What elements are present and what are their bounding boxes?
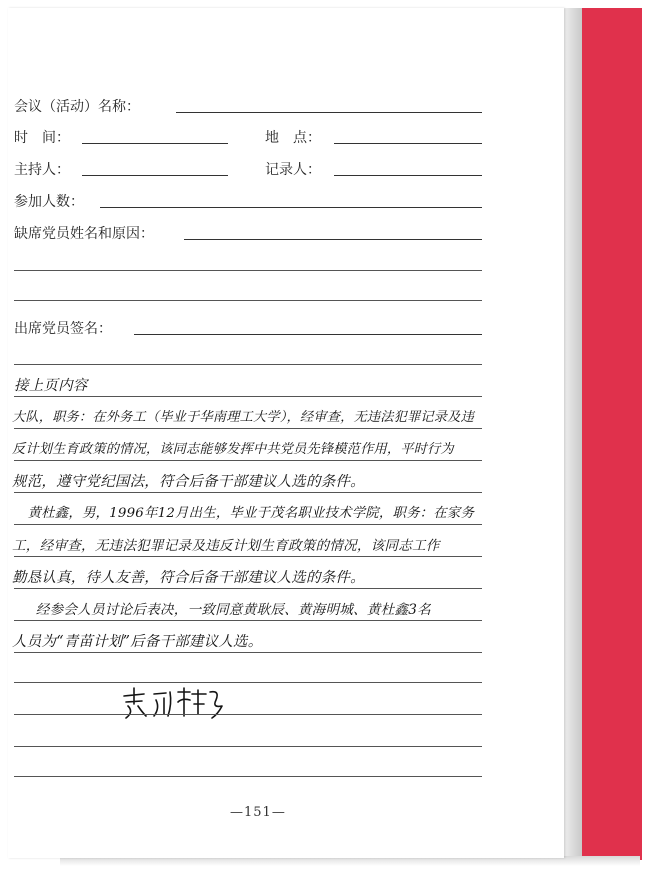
ruled-line xyxy=(14,460,482,461)
place-label: 地 点： xyxy=(265,130,321,146)
meeting-name-label: 会议（活动）名称： xyxy=(14,99,140,115)
ruled-line xyxy=(14,620,482,621)
recorder-label: 记录人： xyxy=(265,162,321,178)
ruled-line xyxy=(14,682,482,683)
host-label: 主持人： xyxy=(14,162,70,178)
minutes-line: 工，经审查，无违法犯罪记录及违反计划生育政策的情况，该同志工作 xyxy=(12,538,440,554)
page-stack-edge xyxy=(562,8,582,860)
minutes-line: 人员为“青苗计划”后备干部建议人选。 xyxy=(12,634,263,650)
minutes-line: 勤恳认真，待人友善，符合后备干部建议人选的条件。 xyxy=(12,570,365,586)
ruled-line xyxy=(14,746,482,747)
handwritten-signature xyxy=(120,682,230,722)
present-members-sign-line xyxy=(134,334,482,335)
ruled-line xyxy=(14,492,482,493)
ruled-line xyxy=(14,300,482,301)
book-cover-edge xyxy=(578,8,642,860)
meeting-name-line xyxy=(176,112,482,113)
ruled-line xyxy=(14,714,482,715)
present-members-sign-label: 出席党员签名： xyxy=(14,321,112,337)
minutes-line: 大队，职务：在外务工（毕业于华南理工大学），经审查，无违法犯罪记录及违 xyxy=(12,410,474,425)
ruled-line xyxy=(14,524,482,525)
ruled-line xyxy=(14,652,482,653)
minutes-heading: 接上页内容 xyxy=(14,378,88,394)
time-line xyxy=(82,143,228,144)
attendee-count-label: 参加人数： xyxy=(14,194,84,210)
ruled-line xyxy=(14,270,482,271)
minutes-line: 反计划生育政策的情况，该同志能够发挥中共党员先锋模范作用，平时行为 xyxy=(12,442,454,457)
recorder-line xyxy=(334,175,482,176)
absent-members-label: 缺席党员姓名和原因： xyxy=(14,226,154,242)
page-number: —151— xyxy=(230,805,286,820)
ruled-line xyxy=(14,776,482,777)
minutes-line: 规范，遵守党纪国法，符合后备干部建议人选的条件。 xyxy=(12,474,365,490)
ruled-line xyxy=(14,556,482,557)
ruled-line xyxy=(14,364,482,365)
ruled-line xyxy=(14,428,482,429)
ruled-line xyxy=(14,588,482,589)
attendee-count-line xyxy=(100,207,482,208)
ruled-line xyxy=(14,396,482,397)
minutes-line: 黄杜鑫，男，1996年12月出生，毕业于茂名职业技术学院，职务：在家务 xyxy=(14,506,475,521)
place-line xyxy=(334,143,482,144)
absent-members-line xyxy=(184,239,482,240)
host-line xyxy=(82,175,228,176)
time-label: 时 间： xyxy=(14,130,70,146)
minutes-line: 经参会人员讨论后表决，一致同意黄耿辰、黄海明城、黄杜鑫3名 xyxy=(22,602,431,618)
